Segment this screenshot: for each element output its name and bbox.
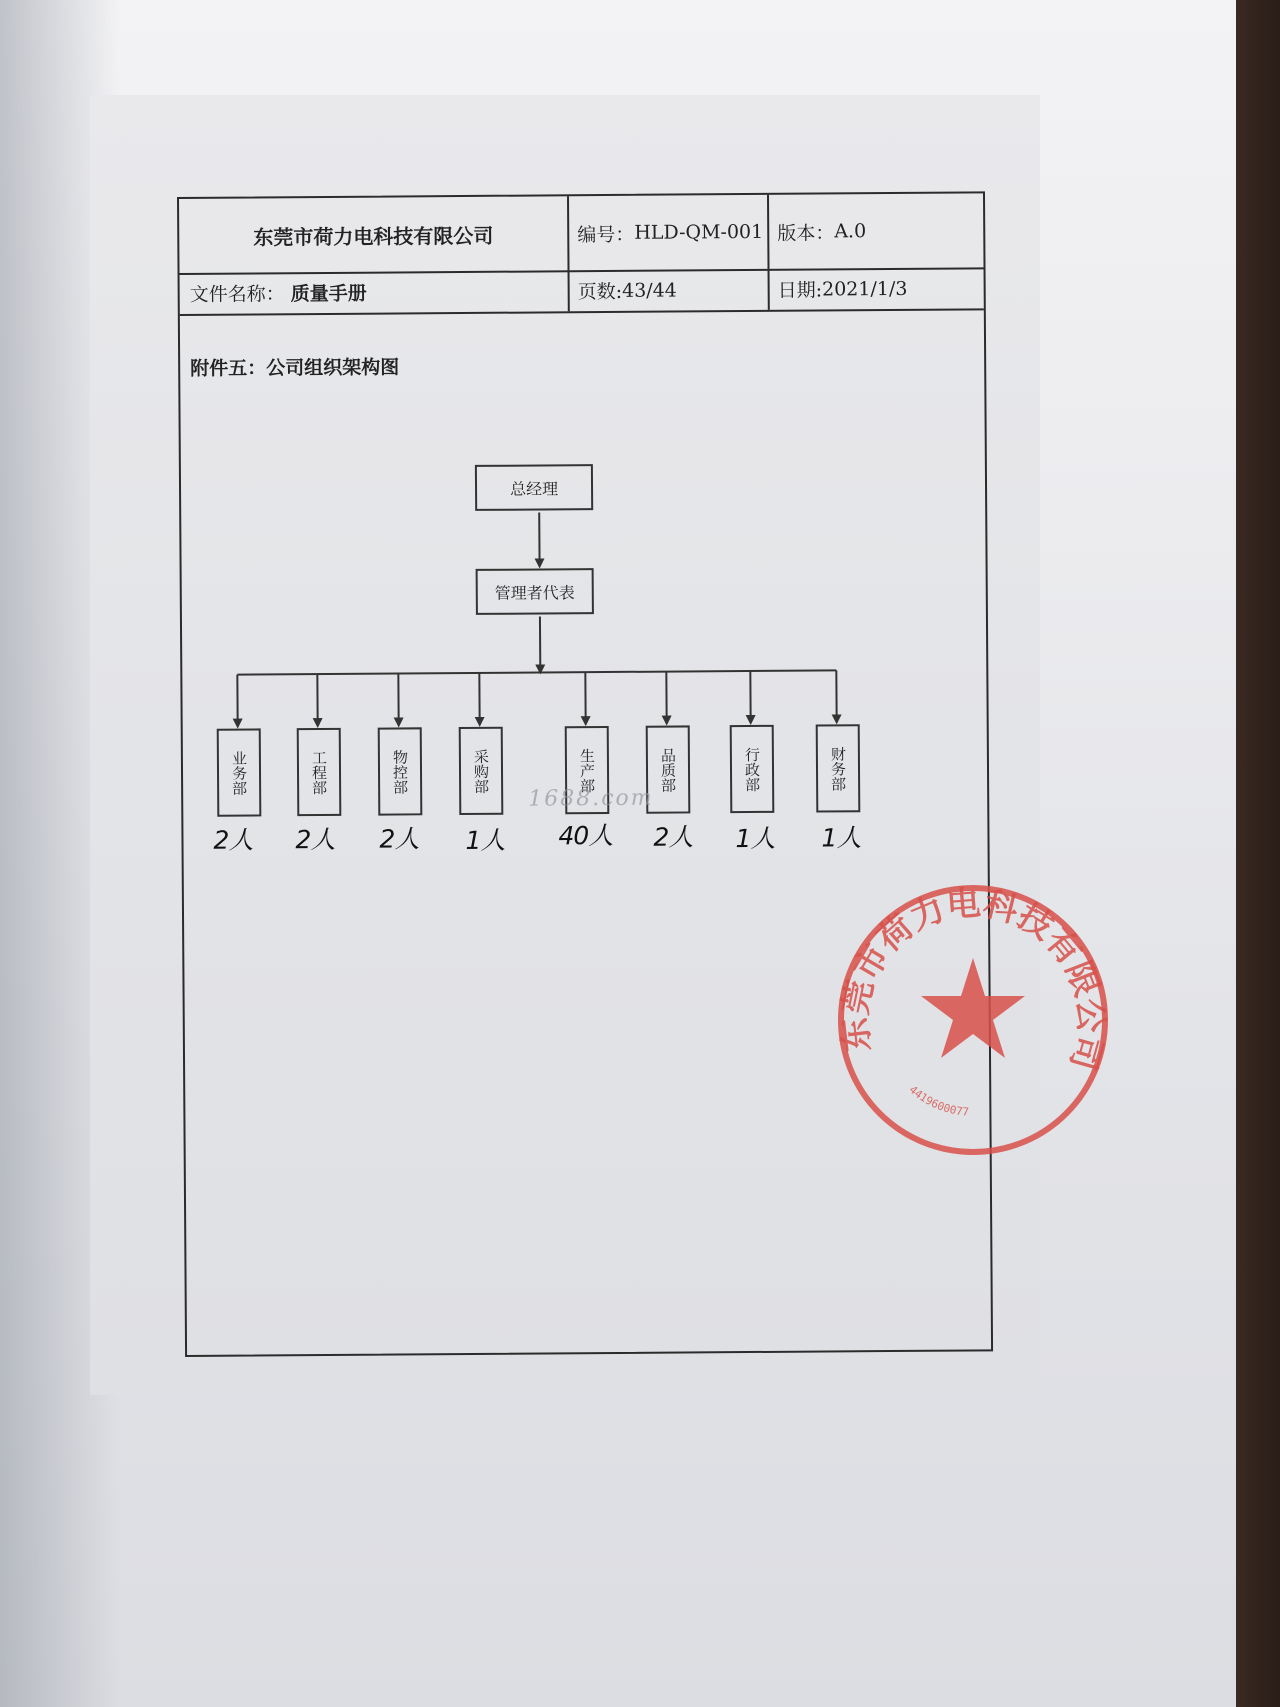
dept-headcount: 1人 — [735, 823, 775, 854]
dept-headcount: 40人 — [558, 820, 613, 851]
dept-box: 生产部 — [565, 726, 610, 814]
dept-box: 采购部 — [459, 727, 504, 815]
dept-headcount: 2人 — [653, 822, 693, 852]
dept-box: 工程部 — [297, 728, 342, 816]
date-label: 日期: — [777, 279, 823, 302]
dept-headcount: 2人 — [379, 824, 419, 854]
company-seal — [833, 880, 1113, 1160]
file-name: 质量手册 — [290, 282, 367, 306]
document-frame — [177, 191, 993, 1357]
seal-text: 东莞市荷力电科技有限公司 — [834, 883, 1111, 1075]
org-node-management-rep: 管理者代表 — [476, 568, 594, 615]
dept-headcount: 1人 — [821, 823, 861, 853]
version: A.0 — [834, 220, 867, 243]
dept-box: 品质部 — [646, 725, 691, 813]
seal-number: 4419600077 — [906, 1083, 970, 1119]
dept-box: 业务部 — [217, 728, 262, 816]
watermark: 1688.com — [528, 785, 654, 812]
connector-bus — [237, 670, 836, 674]
svg-text:4419600077 — [907, 1083, 970, 1119]
company-name: 东莞市荷力电科技有限公司 — [179, 196, 570, 273]
dept-headcount: 1人 — [465, 825, 505, 856]
pages: 43/44 — [621, 279, 677, 302]
file-name-label: 文件名称： — [189, 283, 285, 306]
doc-number-label: 编号： — [577, 223, 635, 246]
dept-box: 物控部 — [378, 727, 423, 815]
date: 2021/1/3 — [821, 277, 908, 300]
pages-label: 页数: — [577, 280, 623, 304]
attachment-title: 附件五：公司组织架构图 — [190, 356, 400, 380]
dept-headcount: 2人 — [213, 825, 253, 855]
dept-box: 财务部 — [816, 724, 861, 812]
doc-number: HLD-QM-001 — [634, 220, 764, 244]
version-label: 版本： — [777, 221, 835, 245]
dept-box: 行政部 — [730, 725, 775, 813]
org-node-general-manager: 总经理 — [475, 464, 593, 511]
dept-headcount: 2人 — [295, 824, 335, 855]
